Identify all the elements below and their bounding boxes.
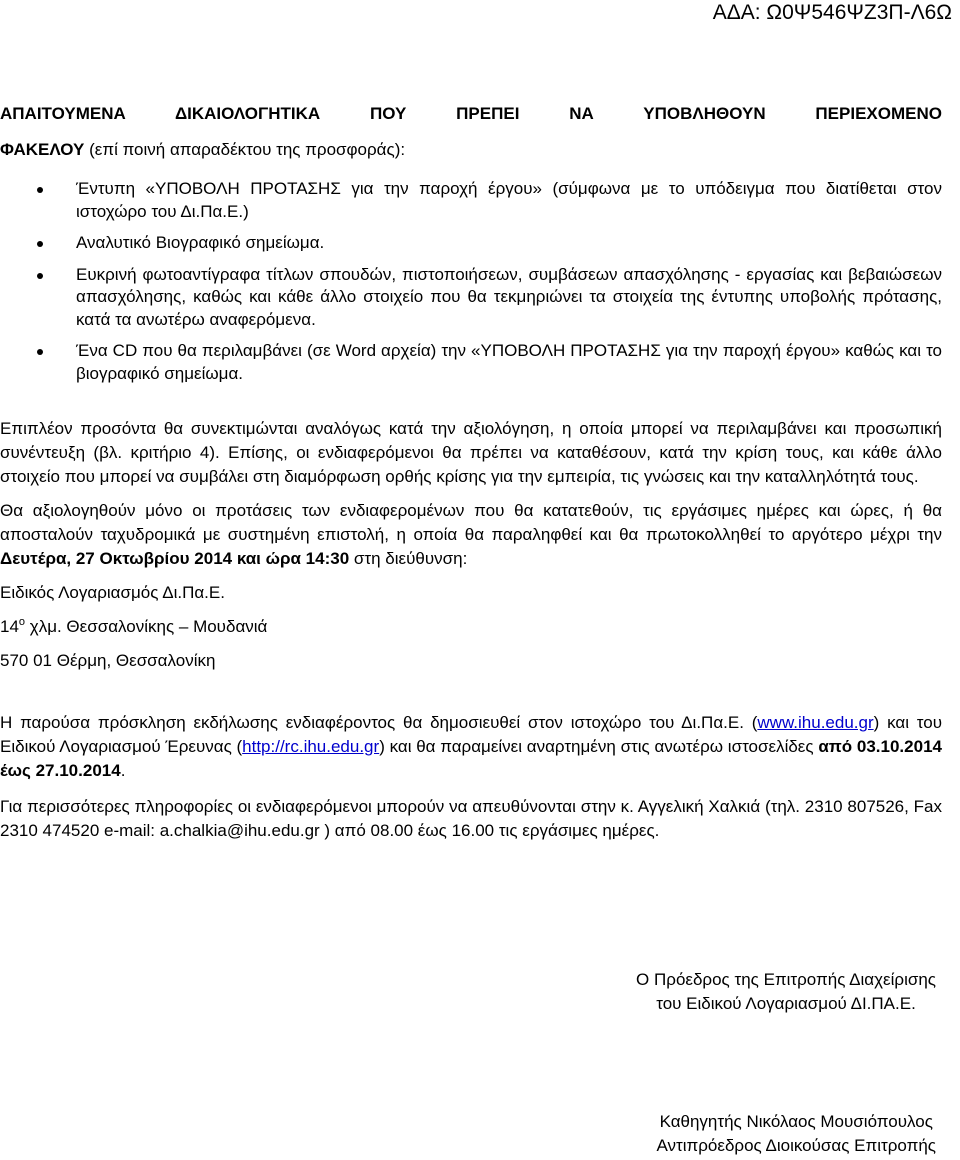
ihu-website-link[interactable]: www.ihu.edu.gr: [757, 713, 874, 732]
heading-line-2: ΦΑΚΕΛΟΥ: [0, 140, 85, 159]
address-block: [0, 581, 942, 673]
heading-note: (επί ποινή απαραδέκτου της προσφοράς):: [84, 140, 406, 159]
document-body: [0, 96, 942, 843]
list-item: Ένα CD που θα περιλαμβάνει (σε Word αρχεία) την «ΥΠΟΒΟΛΗ ΠΡΟΤΑΣΗΣ για την παροχή έργου» καθώς και το βιογραφικό σημείωμα.: [0, 340, 942, 385]
signature-role: [636, 968, 936, 1016]
address-line-3: 570 01 Θέρμη, Θεσσαλονίκη: [0, 651, 216, 670]
list-item: Έντυπη «ΥΠΟΒΟΛΗ ΠΡΟΤΑΣΗΣ για την παροχή έργου» (σύμφωνα με το υπόδειγμα που διατίθεται στον ιστοχώρο του Δι.Πα.Ε.): [0, 178, 942, 223]
list-item: Αναλυτικό Βιογραφικό σημείωμα.: [0, 232, 942, 255]
signatory-title: Αντιπρόεδρος Διοικούσας Επιτροπής: [656, 1136, 936, 1155]
list-item: Ευκρινή φωτοαντίγραφα τίτλων σπουδών, πιστοποιήσεων, συμβάσεων απασχόλησης - εργασίας και βεβαιώσεων απασχόλησης, καθώς και κάθε άλλο στοιχείο που θα τεκμηριώνει τα στοιχεία της έντυπης υποβολής πρότασης, κατά τα ανωτέρω αναφερόμενα.: [0, 264, 942, 332]
signatory-name: Καθηγητής Νικόλαος Μουσιόπουλος: [659, 1112, 933, 1131]
deadline-paragraph: Θα αξιολογηθούν μόνο οι προτάσεις των ενδιαφερομένων που θα κατατεθούν, τις εργάσιμες ημέρες και ώρες, ή θα αποσταλούν ταχυδρομικά με συστημένη επιστολή, η οποία θα παραληφθεί και θα πρωτοκολληθεί το αργότερο μέχρι την Δευτέρα, 27 Οκτωβρίου 2014 και ώρα 14:30 στη διεύθυνση:: [0, 501, 942, 568]
publication-period: από 03.10.2014 έως 27.10.2014: [0, 737, 942, 780]
deadline-date: Δευτέρα, 27 Οκτωβρίου 2014 και ώρα 14:30: [0, 549, 350, 568]
bullet-icon: [37, 273, 43, 279]
signature-role-line-2: του Ειδικού Λογαριασμού ΔΙ.ΠΑ.Ε.: [656, 994, 916, 1013]
requirements-heading: [0, 96, 942, 168]
additional-qualifications-paragraph: Επιπλέον προσόντα θα συνεκτιμώνται αναλόγως κατά την αξιολόγηση, η οποία μπορεί να περιλαμβάνει και προσωπική συνέντευξη (βλ. κριτήριο 4). Επίσης, οι ενδιαφερόμενοι θα πρέπει να καταθέσουν, κατά την κρίση τους, και κάθε άλλο στοιχείο που μπορεί να συμβάλει στη διαμόρφωση ορθής κρίσης για την εμπειρία, τις γνώσεις και την καταλληλότητά τους.: [0, 419, 942, 486]
research-committee-link[interactable]: http://rc.ihu.edu.gr: [242, 737, 380, 756]
address-line-2: $14^o$ χλμ. Θεσσαλονίκης – Μουδανιά: [0, 616, 268, 636]
signature-name: [657, 1110, 937, 1158]
publication-paragraph: Η παρούσα πρόσκληση εκδήλωσης ενδιαφέροντος θα δημοσιευθεί στον ιστοχώρο του Δι.Πα.Ε. (www.ihu.edu.gr) και του Ειδικού Λογαριασμού Έρευνας (http://rc.ihu.edu.gr) και θα παραμείνει αναρτημένη στις ανωτέρω ιστοσελίδες από 03.10.2014 έως 27.10.2014.: [0, 713, 942, 780]
bullet-icon: [37, 349, 43, 355]
bullet-icon: [37, 187, 43, 193]
signature-role-line-1: Ο Πρόεδρος της Επιτροπής Διαχείρισης: [636, 970, 936, 989]
bullet-icon: [37, 241, 43, 247]
contact-paragraph: Για περισσότερες πληροφορίες οι ενδιαφερόμενοι μπορούν να απευθύνονται στην κ. Αγγελική Χαλκιά (τηλ. 2310 807526, Fax 2310 474520 e-mail: a.chalkia@ihu.edu.gr ) από 08.00 έως 16.00 τις εργάσιμες ημέρες.: [0, 797, 942, 840]
heading-line-1: ΑΠΑΙΤΟΥΜΕΝΑ ΔΙΚΑΙΟΛΟΓΗΤΙΚΑ ΠΟΥ ΠΡΕΠΕΙ ΝΑ ΥΠΟΒΛΗΘΟΥΝ ΠΕΡΙΕΧΟΜΕΝΟ: [0, 104, 942, 123]
ada-code: ΑΔΑ: Ω0Ψ546ΨΖ3Π-Λ6Ω: [712, 1, 952, 24]
requirements-list: [0, 178, 942, 385]
address-line-1: Ειδικός Λογαριασμός Δι.Πα.Ε.: [0, 583, 225, 602]
